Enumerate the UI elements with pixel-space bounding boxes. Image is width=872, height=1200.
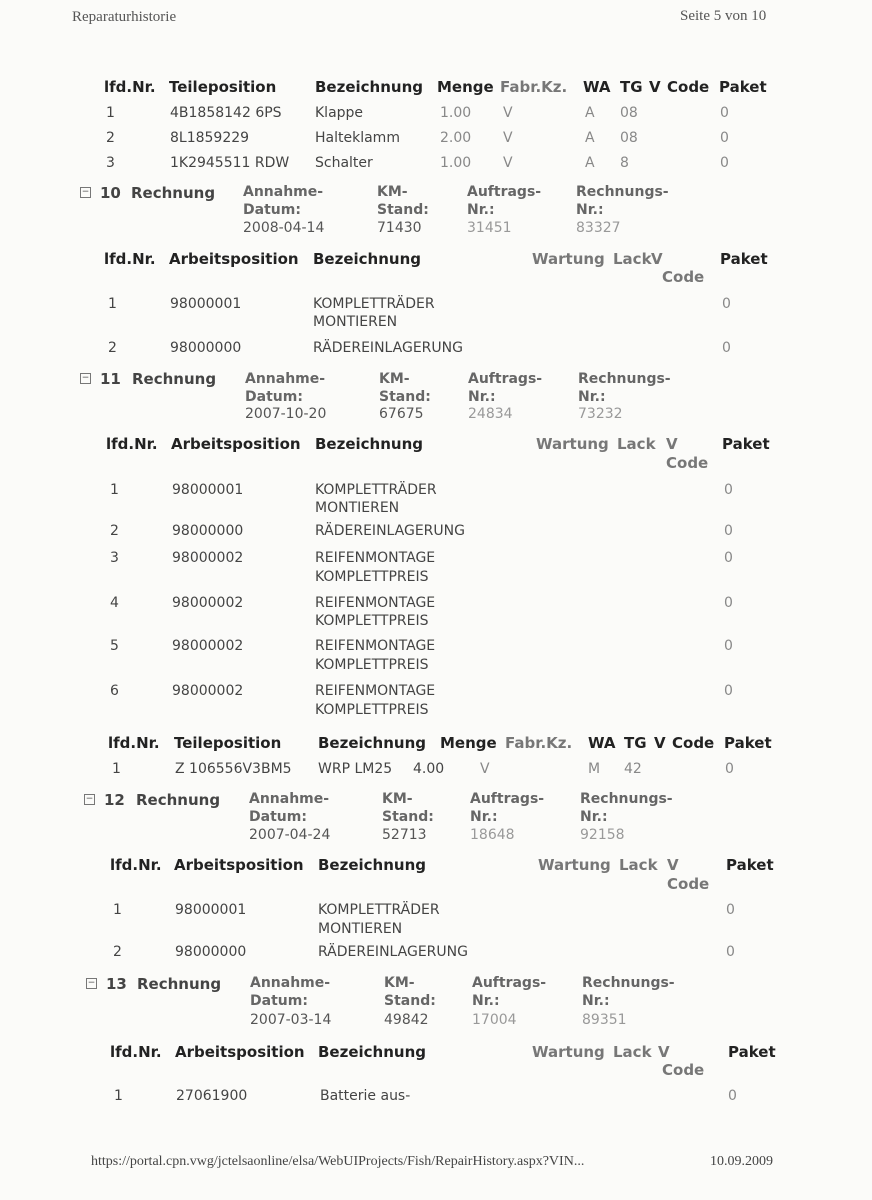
km-stand: 71430 (377, 220, 422, 236)
col-v: V (649, 78, 661, 96)
col-teileposition: Teileposition (169, 78, 277, 96)
annahme-datum: 2008-04-14 (243, 220, 325, 236)
col-menge: Menge (437, 78, 494, 96)
auftrags-nr: 24834 (468, 406, 513, 422)
collapse-icon[interactable]: − (81, 373, 90, 383)
footer-date: 10.09.2009 (710, 1154, 773, 1169)
document-title: Reparaturhistorie (72, 9, 177, 25)
rechnungs-nr: 89351 (582, 1012, 627, 1028)
annahme-datum: 2007-03-14 (250, 1012, 332, 1028)
invoice-label: Rechnung (131, 184, 216, 202)
rechnungs-nr: 73232 (578, 406, 623, 422)
col-code: Code (667, 78, 710, 96)
km-stand: 49842 (384, 1012, 429, 1028)
invoice-label: Rechnung (136, 791, 221, 809)
auftrags-nr: 17004 (472, 1012, 517, 1028)
page-number: Seite 5 von 10 (680, 8, 767, 24)
collapse-icon[interactable]: − (81, 187, 90, 197)
annahme-datum: 2007-04-24 (249, 827, 331, 843)
col-wa: WA (583, 78, 611, 96)
col-paket: Paket (719, 78, 767, 96)
annahme-datum: 2007-10-20 (245, 406, 327, 422)
col-fabr-kz: Fabr.Kz. (500, 78, 568, 96)
invoice-number: 11 (100, 370, 121, 388)
invoice-label: Rechnung (137, 975, 222, 993)
col-tg: TG (620, 78, 643, 96)
invoice-number: 12 (104, 791, 125, 809)
col-bezeichnung: Bezeichnung (315, 78, 423, 96)
rechnungs-nr: 83327 (576, 220, 621, 236)
col-lfd-nr: lfd.Nr. (104, 78, 156, 96)
auftrags-nr: 18648 (470, 827, 515, 843)
collapse-icon[interactable]: − (85, 794, 94, 804)
km-stand: 67675 (379, 406, 424, 422)
footer-url: https://portal.cpn.vwg/jctelsaonline/elsa/WebUIProjects/Fish/RepairHistory.aspx?VIN... (91, 1154, 585, 1169)
auftrags-nr: 31451 (467, 220, 512, 236)
collapse-icon[interactable]: − (87, 978, 96, 988)
km-stand: 52713 (382, 827, 427, 843)
rechnungs-nr: 92158 (580, 827, 625, 843)
invoice-number: 10 (100, 184, 121, 202)
invoice-label: Rechnung (132, 370, 217, 388)
invoice-number: 13 (106, 975, 127, 993)
